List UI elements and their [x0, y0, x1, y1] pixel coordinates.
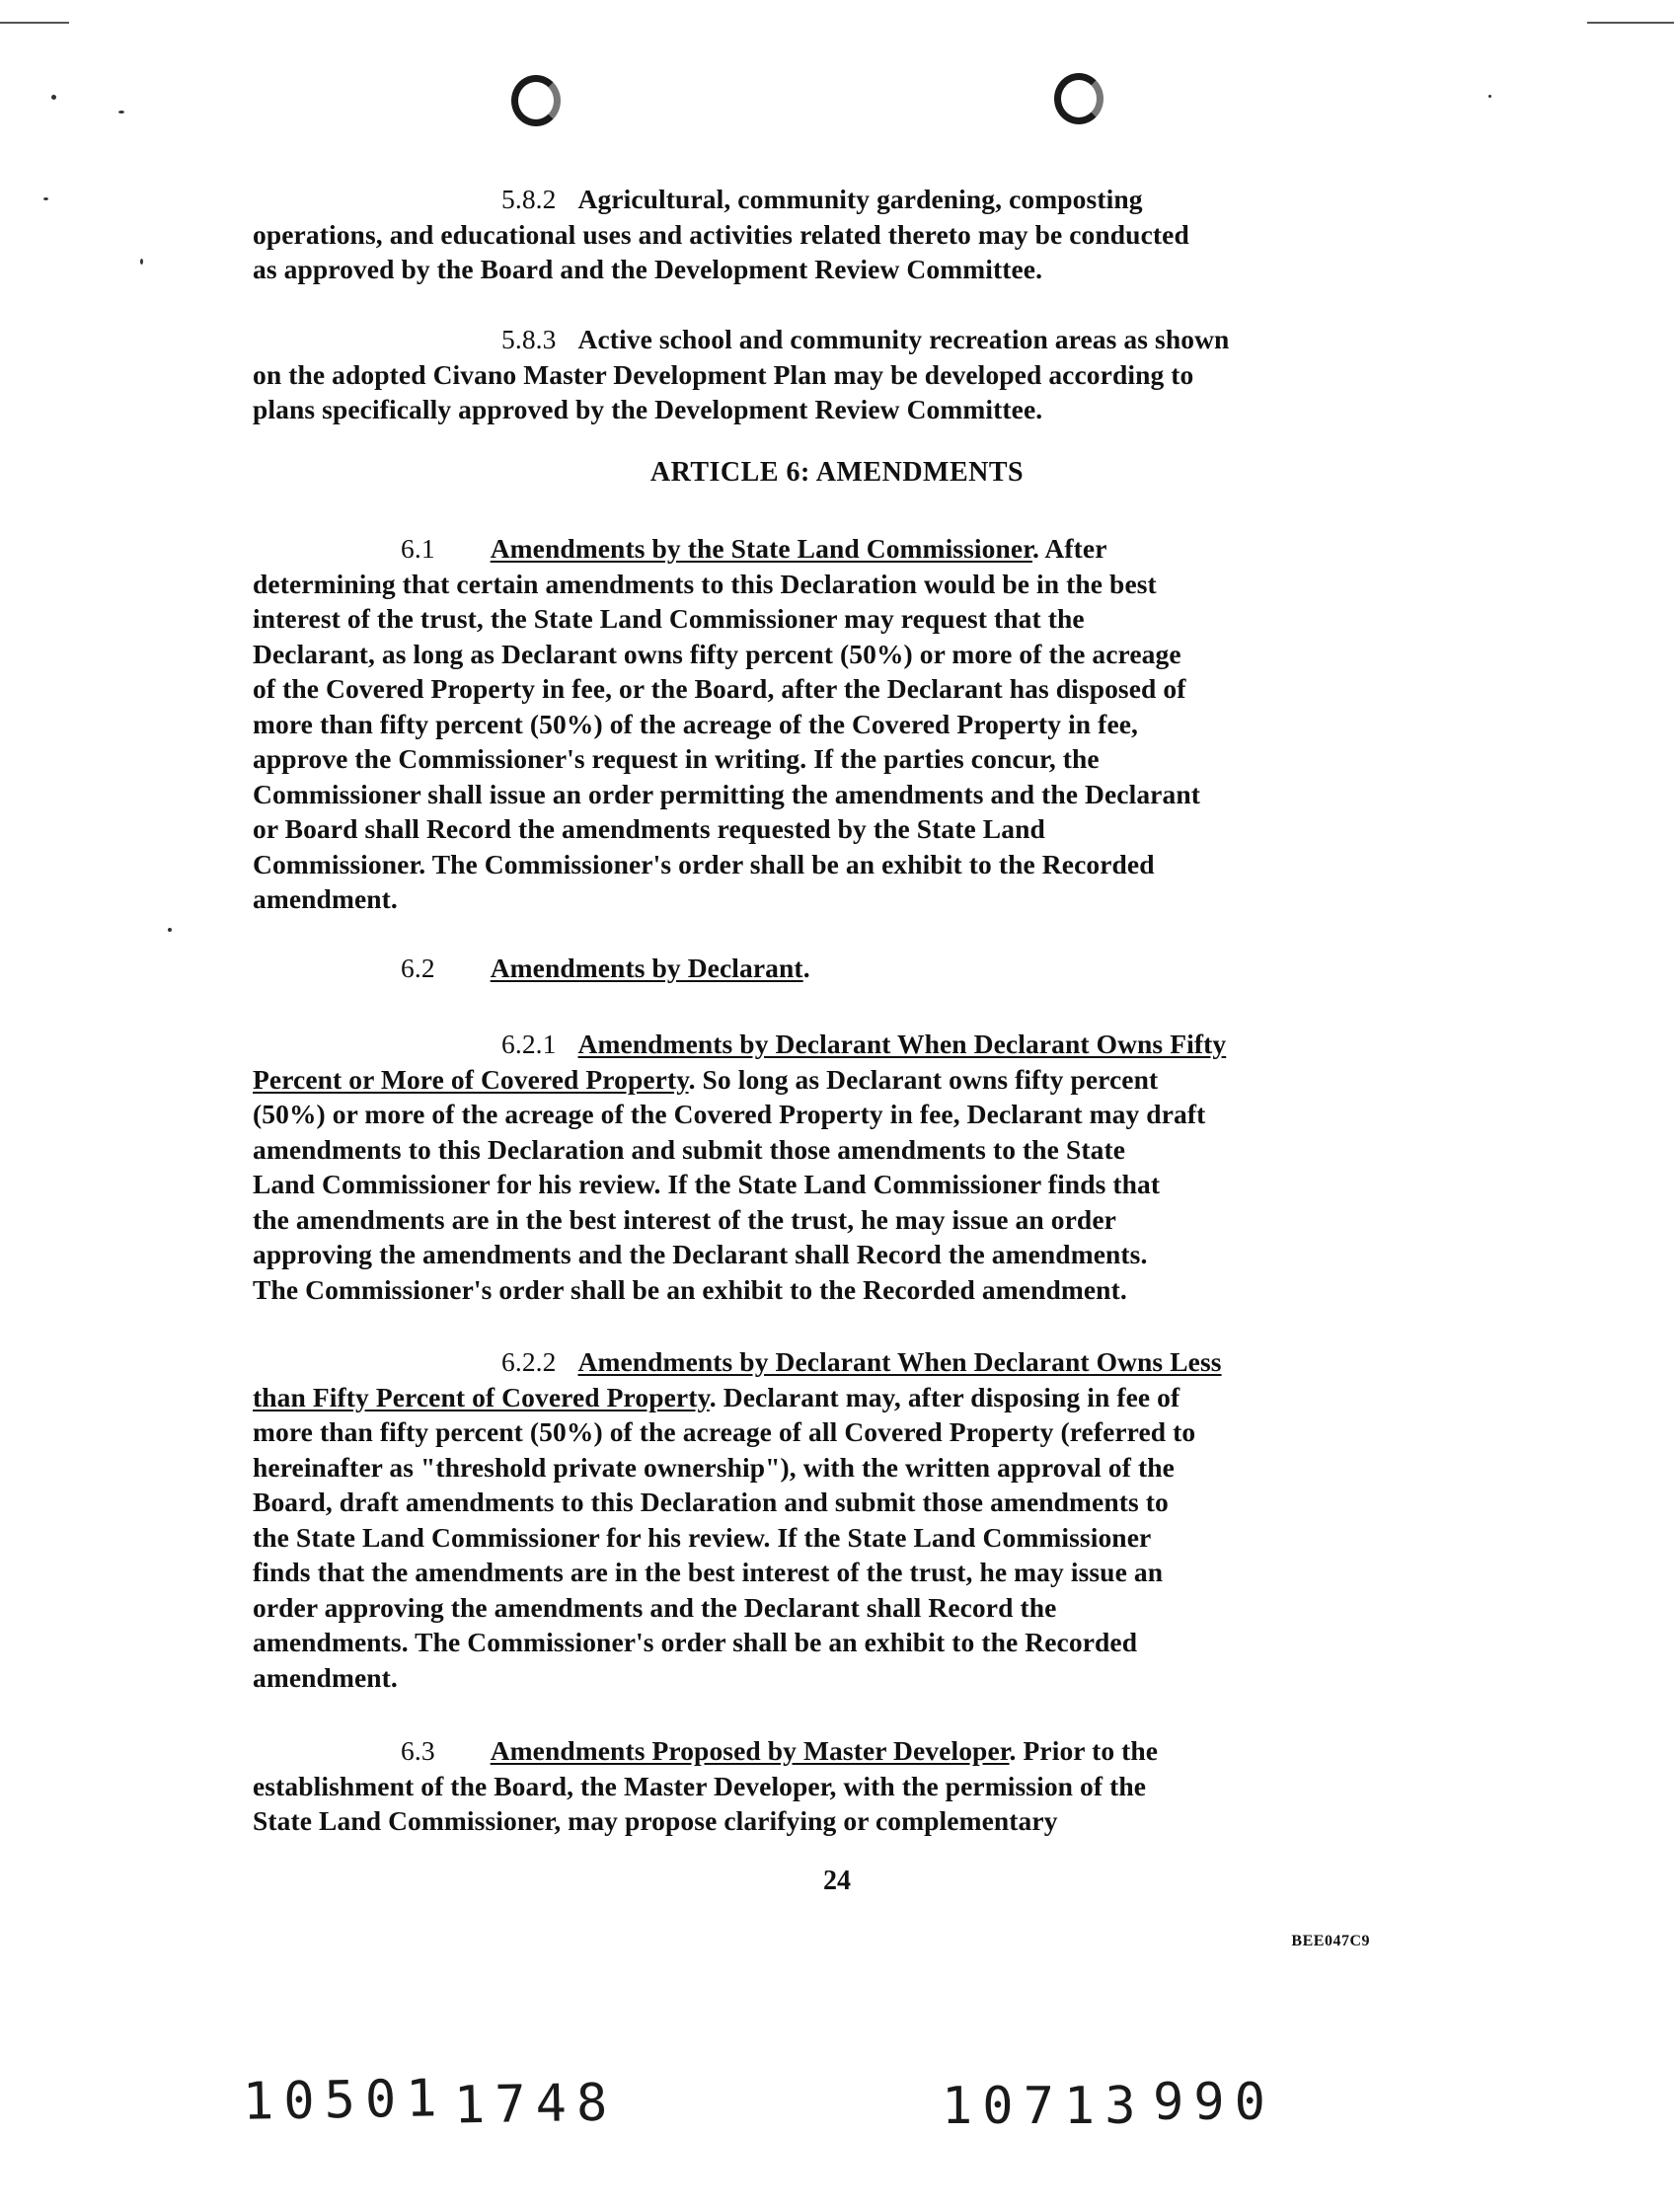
paragraph-6-3 [253, 1733, 1388, 1839]
scan-speck [51, 95, 56, 100]
text-line: Active school and community recreation areas as shown [577, 324, 1230, 354]
text-line: The Commissioner's order shall be an exhibit to the Recorded amendment. [253, 1273, 1127, 1305]
text-line: more than fifty percent (50%) of the acreage of the Covered Property in fee, [253, 708, 1139, 739]
text-line: Land Commissioner for his review. If the State Land Commissioner finds that [253, 1169, 1161, 1199]
paragraph-5-8-3 [253, 322, 1388, 427]
paragraph-6-2-2 [253, 1344, 1388, 1695]
section-number: 6.2.1 [501, 1029, 557, 1059]
section-title: Amendments by the State Land Commissioner [490, 533, 1032, 564]
section-title: Percent or More of Covered Property [253, 1063, 689, 1095]
text-line: Declarant, as long as Declarant owns fifty percent (50%) or more of the acreage [253, 638, 1181, 669]
text-line: on the adopted Civano Master Development Plan may be developed according to [253, 358, 1194, 390]
section-number: 5.8.3 [501, 324, 557, 354]
section-title: Amendments by Declarant When Declarant Owns Fifty [577, 1029, 1227, 1059]
text-line: the State Land Commissioner for his review. If the State Land Commissioner [253, 1521, 1152, 1553]
text-line: finds that the amendments are in the best interest of the trust, he may issue an [253, 1557, 1164, 1587]
text-line: Agricultural, community gardening, composting [577, 184, 1143, 214]
text-line: order approving the amendments and the Declarant shall Record the [253, 1591, 1057, 1623]
text-line: interest of the trust, the State Land Commissioner may request that the [253, 603, 1085, 634]
scan-speck [1488, 95, 1491, 98]
text-line: amendments to this Declaration and submit those amendments to the State [253, 1133, 1126, 1165]
section-title: than Fifty Percent of Covered Property [253, 1381, 710, 1412]
text-line: establishment of the Board, the Master Developer, with the permission of the [253, 1770, 1147, 1801]
text-fragment: . After [1031, 533, 1107, 564]
text-line: hereinafter as "threshold private ownership"), with the written approval of the [253, 1451, 1175, 1483]
article-heading: ARTICLE 6: AMENDMENTS [649, 457, 1025, 488]
text-fragment: . So long as Declarant owns fifty percent [688, 1063, 1159, 1095]
text-line: amendment. [253, 1661, 398, 1693]
scan-edge-line-left [0, 22, 69, 24]
recording-book-right: 10713 [942, 2077, 1146, 2136]
text-fragment: . Prior to the [1009, 1735, 1159, 1766]
section-number: 6.2 [401, 953, 435, 983]
recording-page-right: 990 [1153, 2073, 1275, 2132]
section-title: Amendments by Declarant [490, 953, 803, 983]
text-line: more than fifty percent (50%) of the acreage of all Covered Property (referred to [253, 1416, 1196, 1447]
text-line: as approved by the Board and the Development Review Committee. [253, 254, 1043, 284]
text-line: amendments. The Commissioner's order shall be an exhibit to the Recorded [253, 1627, 1138, 1657]
text-line: the amendments are in the best interest of the trust, he may issue an order [253, 1203, 1116, 1235]
text-line: approve the Commissioner's request in writing. If the parties concur, the [253, 743, 1100, 774]
paragraph-5-8-2 [253, 182, 1388, 287]
text-line: State Land Commissioner, may propose clarifying or complementary [253, 1805, 1058, 1836]
text-line: Commissioner shall issue an order permitting the amendments and the Declarant [253, 778, 1200, 809]
section-number: 6.3 [401, 1735, 435, 1766]
section-number: 5.8.2 [501, 184, 557, 214]
text-line: of the Covered Property in fee, or the Board, after the Declarant has disposed of [253, 673, 1186, 704]
text-line: operations, and educational uses and activities related thereto may be conducted [253, 218, 1189, 250]
section-title: Amendments Proposed by Master Developer [490, 1735, 1010, 1766]
page-number: 24 [823, 1866, 851, 1896]
text-line: plans specifically approved by the Development Review Committee. [253, 394, 1043, 424]
text-line: Board, draft amendments to this Declaration and submit those amendments to [253, 1487, 1169, 1517]
scan-edge-line-right [1587, 22, 1674, 24]
section-title: Amendments by Declarant When Declarant Owns Less [577, 1346, 1222, 1377]
scan-speck [43, 197, 48, 200]
text-line: or Board shall Record the amendments requested by the State Land [253, 813, 1045, 844]
paragraph-6-1 [253, 531, 1388, 917]
punch-hole-left-icon [511, 75, 561, 126]
scan-speck [140, 259, 143, 265]
scan-speck [168, 928, 172, 932]
paragraph-6-2-1 [253, 1027, 1388, 1307]
text-line: amendment. [253, 883, 398, 914]
scan-speck [118, 111, 124, 114]
paragraph-6-2 [253, 951, 1388, 986]
punch-hole-right-icon [1054, 73, 1103, 124]
section-number: 6.1 [401, 533, 435, 564]
text-line: approving the amendments and the Declarant shall Record the amendments. [253, 1239, 1148, 1269]
text-line: Commissioner. The Commissioner's order shall be an exhibit to the Recorded [253, 848, 1155, 879]
recording-page-left: 1748 [453, 2073, 618, 2136]
document-code: BEE047C9 [1291, 1933, 1370, 1949]
text-fragment: . Declarant may, after disposing in fee of [709, 1381, 1180, 1412]
text-fragment: . [802, 953, 810, 983]
recording-book-left: 10501 [242, 2069, 448, 2132]
text-line: determining that certain amendments to this Declaration would be in the best [253, 568, 1157, 599]
section-number: 6.2.2 [501, 1346, 557, 1377]
text-line: (50%) or more of the acreage of the Covered Property in fee, Declarant may draft [253, 1099, 1206, 1129]
